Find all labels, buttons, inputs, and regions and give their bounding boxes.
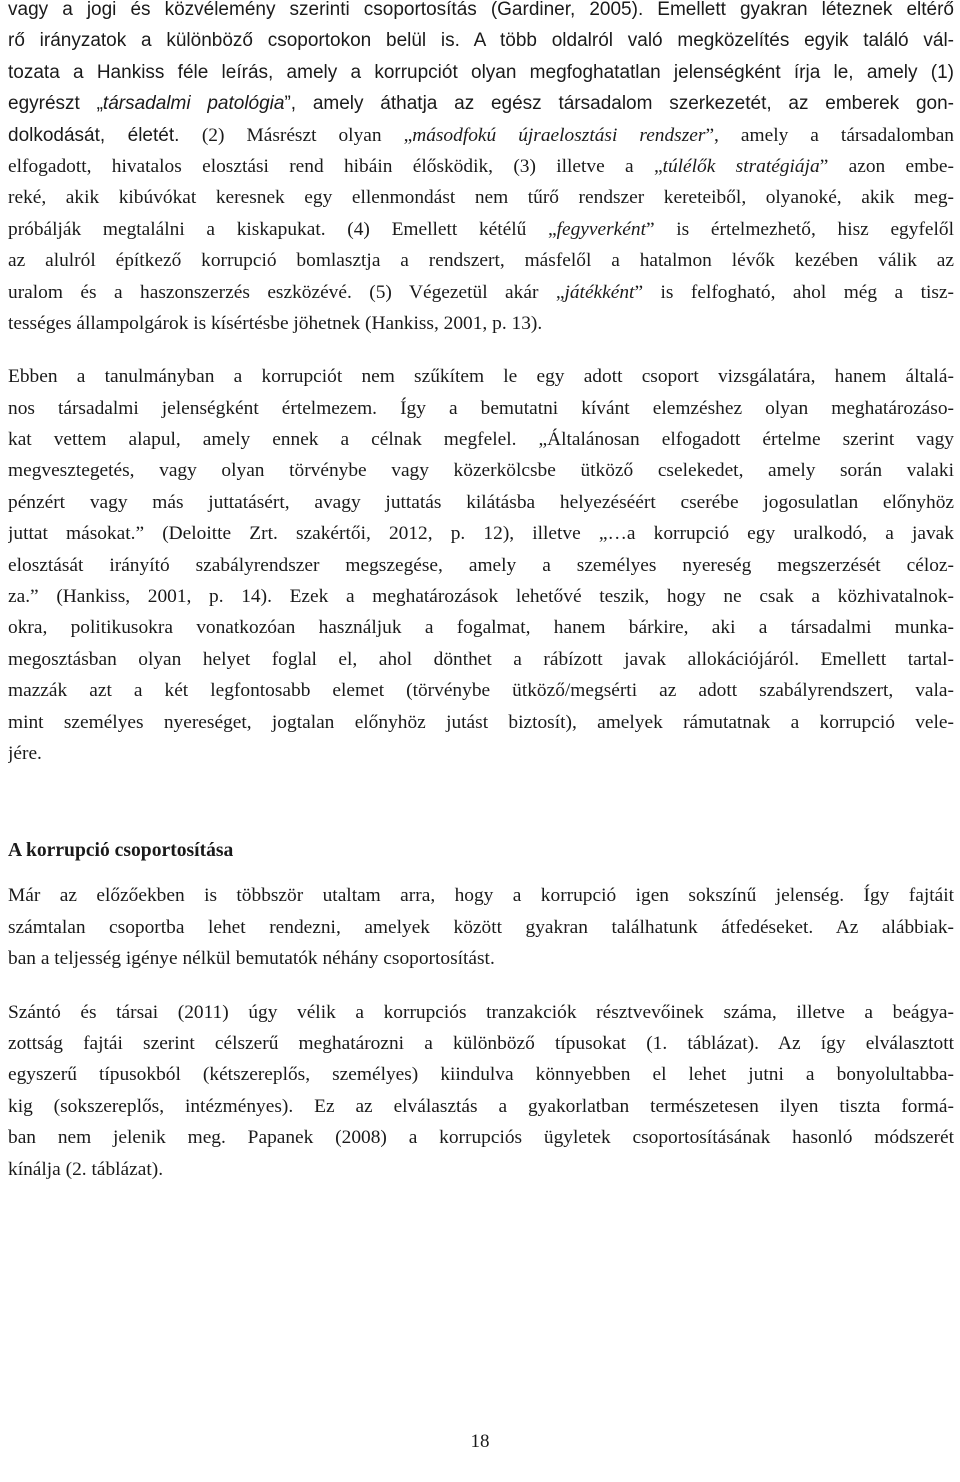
text-line: az alulról építkező korrupció bomlasztja a rendszert, másfelől a hatalmon lévők kezében válik az <box>8 250 954 272</box>
text-line: Szántó és társai (2011) úgy vélik a korrupciós tranzakciók résztvevőinek száma, illetve a beágya- <box>8 1001 954 1023</box>
italic-term: fegyverként <box>556 218 646 240</box>
text-line: megvesztegetés, vagy olyan törvénybe vagy közerkölcsbe ütköző cselekedet, amely során valaki <box>8 460 954 482</box>
text-fragment: ” is felfogható, ahol még a tisz- <box>634 281 954 303</box>
text-fragment: ” is értelmezhető, hisz egyfelől <box>645 218 954 240</box>
text-line: Ebben a tanulmányban a korrupciót nem szűkítem le egy adott csoport vizsgálatára, hanem általá- <box>8 366 954 388</box>
text-line: tességes állampolgárok is kísértésbe jöhetnek (Hankiss, 2001, p. 13). <box>8 312 543 334</box>
paragraph-definitions <box>8 361 954 769</box>
text-line: ban a teljesség igénye nélkül bemutatók néhány csoportosítást. <box>8 948 495 970</box>
text-line <box>8 277 954 308</box>
italic-term: másodfokú újraelosztási rendszer <box>412 124 706 146</box>
text-fragment: elfogadott, hivatalos elosztási rend hibáin élősködik, (3) illetve a „ <box>8 155 663 177</box>
text-line: kat vettem alapul, amely ennek a célnak megfelel. „Általánosan elfogadott értelme szerint vagy <box>8 429 954 451</box>
text-line: mazzák azt a két legfontosabb elemet (törvénybe ütköző/megsérti az adott szabályrendszert, vala- <box>8 680 954 702</box>
text-line: ban nem jelenik meg. Papanek (2008) a korrupciós ügyletek csoportosításának hasonló módszerét <box>8 1127 954 1149</box>
text-line: kig (sokszereplős, intézményes). Ez az elválasztás a gyakorlatban természetesen ilyen tiszta formá- <box>8 1095 954 1117</box>
text-line: Már az előzőekben is többször utaltam arra, hogy a korrupció igen sokszínű jelenség. Így fajtáit <box>8 885 954 907</box>
text-line: za.” (Hankiss, 2001, p. 14). Ezek a meghatározások lehetővé teszik, hogy ne csak a közhivatalnok- <box>8 586 954 608</box>
italic-term: túlélők stratégiája <box>662 155 820 177</box>
text-fragment: ”, amely a társadalomban <box>705 124 954 146</box>
text-line <box>8 151 954 182</box>
text-line: számtalan csoportba lehet rendezni, amelyek között gyakran találhatunk átfedéseket. Az alábbiak- <box>8 916 954 938</box>
section-heading: A korrupció csoportosítása <box>8 840 234 862</box>
text-line <box>8 214 954 245</box>
text-line: reké, akik kibúvókat keresnek egy ellenmondást nem tűrő rendszer kereteiből, olyanoké, akik meg- <box>8 187 954 209</box>
text-line: megosztásban olyan helyet foglal el, ahol dönthet a rábízott javak allokációjáról. Emellett tartal- <box>8 648 954 670</box>
text-line: okra, politikusokra vonatkozóan használjuk a fogalmat, hanem bárkire, aki a társadalmi munka- <box>8 617 954 639</box>
text-line: jére. <box>8 742 42 764</box>
text-line: zottság fajtái szerint célszerű meghatározni a különböző típusokat (1. táblázat). Az így elválasztott <box>8 1032 954 1054</box>
text-fragment: próbálják megtalálni a kiskapukat. (4) Emellett kétélű „ <box>8 218 557 240</box>
italic-term: játékként <box>564 281 635 303</box>
text-line: juttat másokat.” (Deloitte Zrt. szakértői, 2012, p. 12), illetve „…a korrupció egy uralkodó, a javak <box>8 523 954 545</box>
text-line: mint személyes nyereséget, jogtalan előnyhöz jutást biztosít), amelyek rámutatnak a korrupció vele- <box>8 711 954 733</box>
paragraph-hankiss-description <box>8 0 954 339</box>
text-line: nos társadalmi jelenségként értelmezem. Így a bemutatni kívánt elemzéshez olyan meghatározáso- <box>8 397 954 419</box>
text-fragment: uralom és a haszonszerzés eszközévé. (5) Végezetül akár „ <box>8 281 565 303</box>
text-line: vagy a jogi és közvélemény szerinti csoportosítás (Gardiner, 2005). Emellett gyakran léteznek eltérő <box>8 0 954 20</box>
text-fragment: egyrészt „ <box>8 93 103 115</box>
text-line: rő irányzatok a különböző csoportokon belül is. A több oldalról való megközelítés egyik találó vál- <box>8 30 954 52</box>
text-line: tozata a Hankiss féle leírás, amely a korrupciót olyan megfoghatatlan jelenségként írja le, amely (1) <box>8 61 954 83</box>
text-line: pénzért vagy más juttatásért, avagy juttatás kilátásba helyezéséért cserébe jogosulatlan előnyhöz <box>8 491 954 513</box>
italic-term: társadalmi patológia <box>102 93 285 115</box>
text-fragment: dolkodását, életét. <box>8 124 202 146</box>
page-number: 18 <box>470 1431 490 1452</box>
text-line: egyszerű típusokból (kétszereplős, személyes) kiindulva könnyebben el lehet jutni a bonyolultabba- <box>8 1064 954 1086</box>
document-page <box>8 0 954 1207</box>
text-line: elosztását irányító szabályrendszer megszegése, amely a személyes nyereség megszerzését céloz- <box>8 554 954 576</box>
text-line <box>8 88 954 119</box>
text-fragment: ” azon embe- <box>819 155 954 177</box>
paragraph-szanto-classification <box>8 997 954 1185</box>
text-line: kínálja (2. táblázat). <box>8 1158 164 1180</box>
text-fragment: ”, amely áthatja az egész társadalom szerkezetét, az emberek gon- <box>284 93 954 115</box>
paragraph-intro-classification <box>8 880 954 974</box>
text-line <box>8 120 954 151</box>
text-fragment: (2) Másrészt olyan „ <box>201 124 413 146</box>
